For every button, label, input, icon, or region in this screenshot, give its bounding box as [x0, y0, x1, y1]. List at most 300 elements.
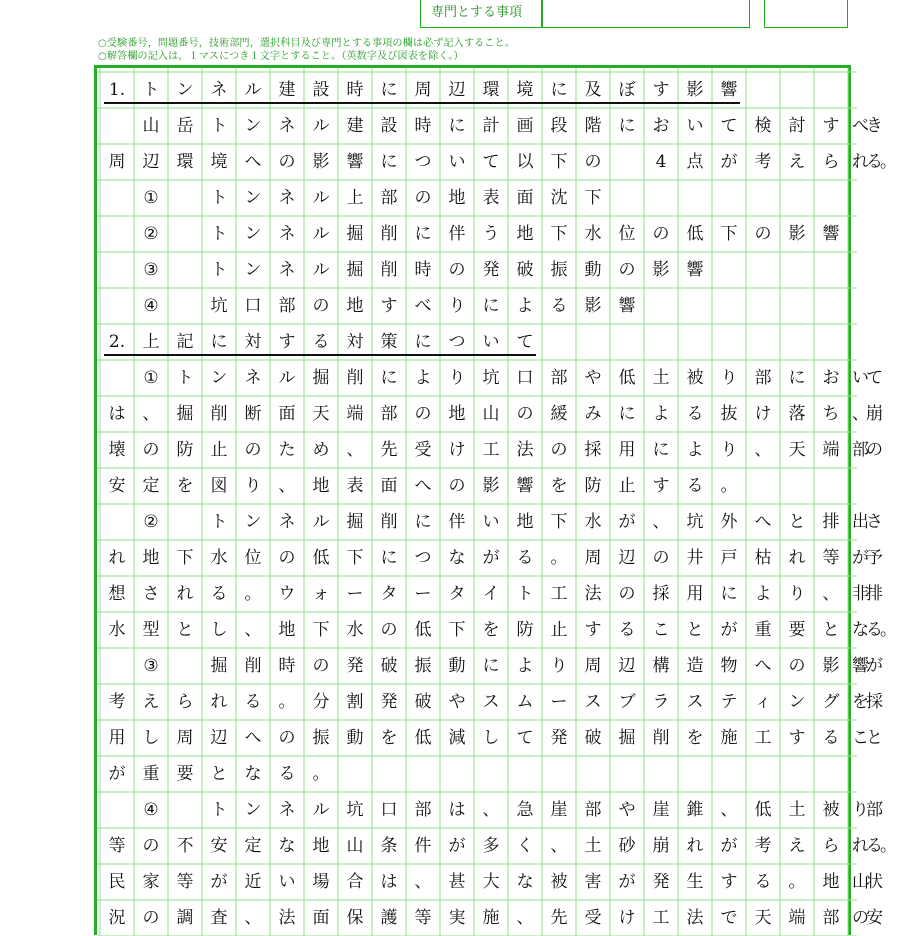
answer-cell: 要 [788, 620, 806, 640]
answer-cell: 破 [380, 656, 398, 676]
answer-cell: ム [516, 692, 534, 712]
answer-cell: ォ [312, 584, 330, 604]
answer-cell: 、 [822, 584, 840, 604]
overflow-char: 響 [852, 656, 869, 676]
answer-cell: 天 [754, 908, 772, 928]
answer-cell: が [618, 872, 636, 892]
answer-cell: る [210, 584, 228, 604]
answer-cell: ル [312, 260, 330, 280]
answer-cell: 坑 [482, 368, 500, 388]
answer-cell: 断 [244, 404, 262, 424]
answer-cell: 伴 [448, 224, 466, 244]
answer-cell: を [686, 728, 704, 748]
answer-cell: の [618, 584, 636, 604]
answer-cell: ル [278, 368, 296, 388]
answer-cell: ル [244, 80, 262, 100]
header-small-box [764, 0, 848, 28]
answer-cell: 部 [754, 368, 772, 388]
answer-cell: 掘 [346, 512, 364, 532]
answer-cell: な [516, 872, 534, 892]
answer-cell: を [380, 728, 398, 748]
answer-cell: 削 [210, 404, 228, 424]
answer-cell: の [516, 404, 534, 424]
answer-cell: 工 [550, 584, 568, 604]
answer-cell: の [448, 476, 466, 496]
answer-cell: 構 [652, 656, 670, 676]
answer-cell: の [584, 152, 602, 172]
answer-cell: ネ [278, 116, 296, 136]
answer-cell: 響 [618, 296, 636, 316]
overflow-char: を [852, 692, 869, 712]
answer-cell: え [788, 152, 806, 172]
answer-cell: に [414, 512, 432, 532]
answer-cell: 被 [822, 800, 840, 820]
answer-cell: 発 [550, 728, 568, 748]
answer-cell: た [278, 440, 296, 460]
answer-cell: 影 [822, 656, 840, 676]
answer-cell: ー [414, 584, 432, 604]
answer-cell: 計 [482, 116, 500, 136]
answer-cell: 天 [788, 440, 806, 460]
answer-cell: に [380, 152, 398, 172]
instruction-note-1: ○受験番号，問題番号，技術部門，選択科目及び専門とする事項の欄は必ず記入すること。 [98, 38, 515, 49]
answer-cell: 影 [686, 80, 704, 100]
answer-cell: 型 [142, 620, 160, 640]
answer-cell: 発 [346, 656, 364, 676]
answer-cell: よ [754, 584, 772, 604]
answer-cell: 枯 [754, 548, 772, 568]
answer-cell: 伴 [448, 512, 466, 532]
answer-cell: 下 [720, 224, 738, 244]
answer-cell: の [142, 908, 160, 928]
answer-cell: 家 [142, 872, 160, 892]
answer-cell: 近 [244, 872, 262, 892]
answer-cell: 等 [176, 872, 194, 892]
answer-cell: 用 [108, 728, 126, 748]
answer-cell: て [516, 728, 534, 748]
answer-cell: 点 [686, 152, 704, 172]
answer-cell: 件 [414, 836, 432, 856]
answer-cell: 発 [652, 872, 670, 892]
answer-cell: の [788, 656, 806, 676]
answer-cell: 口 [244, 296, 262, 316]
answer-cell: れ [176, 584, 194, 604]
answer-cell: 生 [686, 872, 704, 892]
answer-cell: 部 [414, 800, 432, 820]
answer-cell: 、 [516, 908, 534, 928]
answer-cell: タ [448, 584, 466, 604]
answer-cell: 2. [108, 332, 126, 352]
answer-cell: 定 [142, 476, 160, 496]
answer-cell: の [414, 188, 432, 208]
answer-cell: 、 [482, 800, 500, 820]
answer-cell: 辺 [142, 152, 160, 172]
answer-cell: 崖 [550, 800, 568, 820]
answer-cell: よ [516, 656, 534, 676]
answer-cell: 削 [244, 656, 262, 676]
answer-cell: テ [720, 692, 738, 712]
answer-cell: ネ [278, 224, 296, 244]
answer-cell: い [686, 116, 704, 136]
answer-cell: つ [414, 152, 432, 172]
answer-cell: 護 [380, 908, 398, 928]
answer-cell: 削 [346, 368, 364, 388]
answer-cell: に [414, 332, 432, 352]
answer-cell: 土 [652, 368, 670, 388]
answer-cell: 端 [346, 404, 364, 424]
answer-cell: 。 [278, 692, 296, 712]
answer-cell: 発 [380, 692, 398, 712]
answer-cell: ン [176, 80, 194, 100]
answer-cell: 施 [720, 728, 738, 748]
overflow-char: 部 [852, 440, 869, 460]
answer-cell: に [788, 368, 806, 388]
answer-cell: ネ [210, 80, 228, 100]
answer-cell: み [584, 404, 602, 424]
answer-cell: 部 [822, 908, 840, 928]
answer-cell: 山 [142, 116, 160, 136]
answer-cell: 先 [550, 908, 568, 928]
answer-cell: に [550, 80, 568, 100]
answer-cell: 境 [516, 80, 534, 100]
answer-cell: 地 [448, 188, 466, 208]
answer-cell: て [516, 332, 534, 352]
answer-cell: へ [244, 152, 262, 172]
answer-cell: や [618, 800, 636, 820]
overflow-char: が [866, 656, 883, 676]
answer-cell: 水 [346, 620, 364, 640]
answer-cell: ら [176, 692, 194, 712]
answer-cell [100, 216, 134, 252]
overflow-char: と [866, 728, 883, 748]
answer-cell: 採 [652, 584, 670, 604]
answer-cell: に [210, 332, 228, 352]
answer-cell: 止 [210, 440, 228, 460]
overflow-char: 出 [852, 512, 869, 532]
answer-cell: 及 [584, 80, 602, 100]
overflow-char: れ [852, 152, 869, 172]
answer-cell: の [142, 440, 160, 460]
answer-cell: 。 [312, 764, 330, 784]
overflow-char: べ [852, 116, 869, 136]
answer-cell: い [448, 152, 466, 172]
answer-cell: 山 [346, 836, 364, 856]
answer-cell: 地 [278, 620, 296, 640]
answer-cell: 振 [312, 728, 330, 748]
answer-cell: が [210, 872, 228, 892]
overflow-char: の [852, 908, 869, 928]
answer-cell [100, 108, 134, 144]
answer-cell: へ [754, 512, 772, 532]
answer-cell: 地 [346, 296, 364, 316]
answer-cell: 周 [414, 80, 432, 100]
answer-cell: り [788, 584, 806, 604]
answer-cell: 階 [584, 116, 602, 136]
answer-cell: て [482, 152, 500, 172]
heading-underline [104, 354, 536, 356]
answer-cell: ー [550, 692, 568, 712]
answer-cell: グ [822, 692, 840, 712]
answer-cell: ス [584, 692, 602, 712]
answer-cell: ト [210, 116, 228, 136]
answer-cell: 土 [788, 800, 806, 820]
answer-cell [100, 180, 134, 216]
answer-cell: の [652, 224, 670, 244]
answer-cell: や [584, 368, 602, 388]
answer-cell: を [482, 620, 500, 640]
answer-cell: 先 [380, 440, 398, 460]
answer-cell: 面 [380, 476, 398, 496]
answer-cell: ン [244, 260, 262, 280]
answer-cell: 地 [142, 548, 160, 568]
answer-cell: 地 [312, 836, 330, 856]
answer-cell: る [244, 692, 262, 712]
answer-cell: 多 [482, 836, 500, 856]
answer-cell: 用 [686, 584, 704, 604]
answer-cell: な [278, 836, 296, 856]
answer-cell: て [720, 116, 738, 136]
answer-cell: ④ [143, 800, 159, 820]
overflow-char: れ [852, 836, 869, 856]
answer-cell: す [822, 116, 840, 136]
answer-cell: 周 [584, 656, 602, 676]
overflow-char: 、 [852, 404, 869, 424]
answer-cell: が [720, 152, 738, 172]
answer-cell: 緩 [550, 404, 568, 424]
answer-cell: 想 [108, 584, 126, 604]
answer-cell: 水 [584, 224, 602, 244]
answer-cell: 考 [108, 692, 126, 712]
answer-cell: 甚 [448, 872, 466, 892]
answer-cell [168, 180, 202, 216]
answer-cell: お [822, 368, 840, 388]
answer-cell: ル [312, 800, 330, 820]
answer-cell [168, 504, 202, 540]
answer-cell: 考 [754, 836, 772, 856]
answer-cell: に [380, 548, 398, 568]
answer-cell: 表 [482, 188, 500, 208]
answer-cell: り [720, 368, 738, 388]
answer-cell: ト [142, 80, 160, 100]
answer-cell: が [448, 836, 466, 856]
answer-cell [100, 648, 134, 684]
answer-cell: 戸 [720, 548, 738, 568]
answer-cell [100, 360, 134, 396]
answer-cell: 、 [414, 872, 432, 892]
overflow-char: 。 [880, 152, 897, 172]
answer-cell: の [244, 440, 262, 460]
header-field-box [420, 0, 750, 28]
answer-cell: れ [686, 836, 704, 856]
answer-cell: よ [686, 440, 704, 460]
answer-cell: ネ [278, 800, 296, 820]
answer-cell: ル [312, 224, 330, 244]
overflow-char: 。 [880, 620, 897, 640]
answer-cell: 動 [346, 728, 364, 748]
answer-cell: れ [210, 692, 228, 712]
answer-cell: よ [414, 368, 432, 388]
answer-cell: ① [143, 188, 159, 208]
answer-cell: 等 [414, 908, 432, 928]
answer-cell: 天 [312, 404, 330, 424]
answer-cell: が [108, 764, 126, 784]
answer-cell: 対 [244, 332, 262, 352]
answer-cell: 破 [584, 728, 602, 748]
answer-cell: 調 [176, 908, 194, 928]
overflow-char: 状 [866, 872, 883, 892]
answer-cell: の [312, 296, 330, 316]
answer-cell: 要 [176, 764, 194, 784]
answer-cell: け [448, 440, 466, 460]
answer-cell: 法 [516, 440, 534, 460]
answer-cell: ウ [278, 584, 296, 604]
answer-cell: に [380, 368, 398, 388]
answer-cell: 低 [414, 728, 432, 748]
answer-cell: 大 [482, 872, 500, 892]
answer-cell: が [618, 512, 636, 532]
answer-cell: 上 [346, 188, 364, 208]
overflow-char: 安 [866, 908, 883, 928]
answer-cell: ト [516, 584, 534, 604]
answer-cell: べ [414, 296, 432, 316]
answer-cell: ら [822, 152, 840, 172]
answer-cell [100, 288, 134, 324]
answer-cell: 地 [312, 476, 330, 496]
answer-cell: 減 [448, 728, 466, 748]
answer-cell: 響 [346, 152, 364, 172]
answer-cell: 場 [312, 872, 330, 892]
answer-cell: 表 [346, 476, 364, 496]
answer-cell: れ [788, 548, 806, 568]
answer-cell: す [584, 620, 602, 640]
answer-cell [168, 792, 202, 828]
answer-cell: け [618, 908, 636, 928]
answer-cell: に [448, 116, 466, 136]
answer-cell: 民 [108, 872, 126, 892]
answer-cell: 法 [584, 584, 602, 604]
overflow-char: が [852, 548, 869, 568]
answer-cell: タ [380, 584, 398, 604]
answer-cell: 造 [686, 656, 704, 676]
answer-cell: 時 [278, 656, 296, 676]
overflow-char: 部 [866, 800, 883, 820]
answer-cell: 砂 [618, 836, 636, 856]
answer-cell: イ [482, 584, 500, 604]
answer-cell: 定 [244, 836, 262, 856]
answer-cell: ィ [754, 692, 772, 712]
answer-cell: 排 [822, 512, 840, 532]
overflow-char: る [866, 836, 883, 856]
answer-cell: 山 [482, 404, 500, 424]
answer-cell: ス [482, 692, 500, 712]
answer-cell: 査 [210, 908, 228, 928]
answer-cell: 沈 [550, 188, 568, 208]
overflow-char: い [852, 368, 869, 388]
answer-cell: の [312, 656, 330, 676]
answer-cell: に [482, 656, 500, 676]
answer-cell: め [312, 440, 330, 460]
answer-cell: ネ [278, 260, 296, 280]
answer-cell: 面 [312, 908, 330, 928]
answer-cell: 、 [550, 836, 568, 856]
answer-cell: ブ [618, 692, 636, 712]
answer-cell: 下 [584, 188, 602, 208]
answer-cell: 不 [176, 836, 194, 856]
answer-cell: 保 [346, 908, 364, 928]
answer-cell: や [448, 692, 466, 712]
answer-cell: ネ [244, 368, 262, 388]
answer-cell: の [414, 404, 432, 424]
answer-cell: 環 [482, 80, 500, 100]
answer-cell: 影 [482, 476, 500, 496]
overflow-char: り [852, 800, 869, 820]
answer-cell: 振 [550, 260, 568, 280]
answer-cell: な [244, 764, 262, 784]
answer-cell: す [278, 332, 296, 352]
answer-cell [168, 648, 202, 684]
answer-cell [168, 252, 202, 288]
answer-cell: の [448, 260, 466, 280]
answer-cell: ト [176, 368, 194, 388]
answer-cell: ト [210, 800, 228, 820]
answer-cell: 辺 [618, 548, 636, 568]
answer-cell [100, 504, 134, 540]
answer-cell: に [618, 116, 636, 136]
answer-cell: 影 [788, 224, 806, 244]
answer-cell: 口 [516, 368, 534, 388]
answer-cell: の [142, 836, 160, 856]
answer-cell: ン [788, 692, 806, 712]
answer-cell: 防 [176, 440, 194, 460]
answer-cell: ト [210, 188, 228, 208]
answer-cell: ラ [652, 692, 670, 712]
answer-cell: 面 [516, 188, 534, 208]
answer-cell: る [312, 332, 330, 352]
answer-cell: 安 [108, 476, 126, 496]
answer-cell: 下 [550, 512, 568, 532]
answer-cell: 対 [346, 332, 364, 352]
answer-cell: 影 [652, 260, 670, 280]
answer-cell: の [618, 260, 636, 280]
answer-cell: 物 [720, 656, 738, 676]
answer-cell: 水 [584, 512, 602, 532]
answer-sheet [94, 65, 897, 935]
answer-cell: 、 [754, 440, 772, 460]
answer-cell: 岳 [176, 116, 194, 136]
answer-cell: ン [244, 224, 262, 244]
answer-cell: と [686, 620, 704, 640]
answer-cell: 地 [516, 512, 534, 532]
answer-cell: る [754, 872, 772, 892]
answer-cell: 抜 [720, 404, 738, 424]
answer-cell: す [652, 476, 670, 496]
answer-cell: ン [244, 188, 262, 208]
answer-cell: 画 [516, 116, 534, 136]
answer-cell: 等 [108, 836, 126, 856]
answer-cell: つ [414, 548, 432, 568]
answer-cell: 掘 [346, 260, 364, 280]
overflow-char: 採 [866, 692, 883, 712]
overflow-char: 排 [866, 584, 883, 604]
answer-cell: 環 [176, 152, 194, 172]
answer-cell: 施 [482, 908, 500, 928]
answer-cell: ン [210, 368, 228, 388]
answer-cell: を [550, 476, 568, 496]
overflow-char: き [866, 116, 883, 136]
answer-cell: 時 [414, 260, 432, 280]
answer-cell: と [788, 512, 806, 532]
answer-cell: 部 [584, 800, 602, 820]
